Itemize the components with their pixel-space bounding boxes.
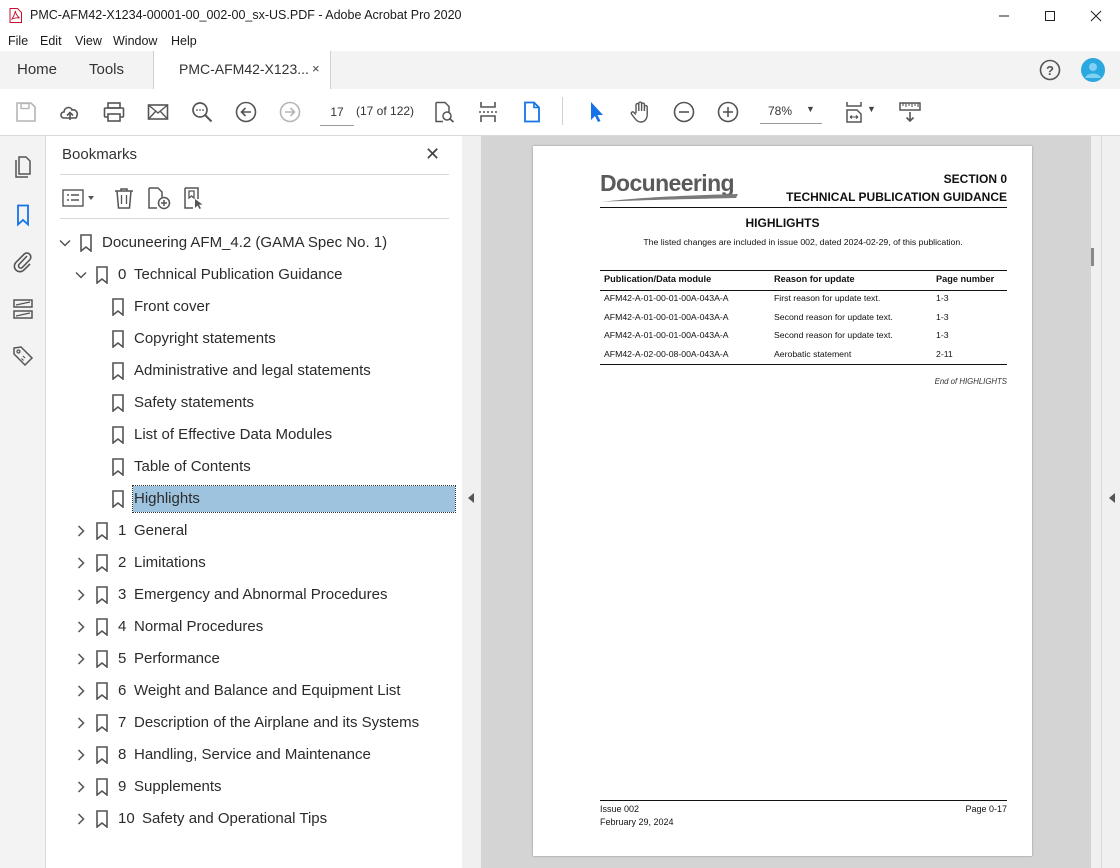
print-button[interactable] — [100, 98, 128, 126]
bookmark-section[interactable] — [54, 549, 456, 577]
expand-panel-icon — [1108, 492, 1116, 504]
select-tool-button[interactable] — [582, 98, 610, 126]
zoom-in-button[interactable] — [714, 98, 742, 126]
svg-text:?: ? — [1046, 63, 1054, 78]
bookmark-label: Highlights — [134, 490, 200, 507]
bookmark-icon — [96, 682, 108, 700]
page-display-button[interactable] — [840, 98, 868, 126]
bookmark-edit-icon — [182, 186, 208, 210]
options-list-icon — [62, 186, 98, 210]
layers-button[interactable] — [10, 296, 36, 322]
chevron-down-icon: ▼ — [806, 104, 815, 114]
tab-document[interactable] — [153, 51, 331, 89]
table-rule-top — [600, 270, 1007, 271]
bookmark-section[interactable] — [54, 613, 456, 641]
bookmark-section[interactable] — [54, 517, 456, 545]
table-cell: AFM42-A-01-00-01-00A-043A-A — [604, 311, 729, 322]
bookmarks-panel-button[interactable] — [10, 202, 36, 228]
section-number: SECTION 0 — [943, 172, 1007, 186]
table-rule-header — [600, 290, 1007, 291]
bookmark-item[interactable] — [54, 421, 456, 449]
bookmark-number: 7 — [118, 714, 127, 731]
arrow-up-circle-icon — [234, 100, 258, 124]
ruler-icon — [898, 100, 922, 124]
bookmarks-panel-title: Bookmarks — [62, 146, 138, 163]
chevron-right-icon[interactable] — [74, 780, 88, 794]
header-rule — [600, 207, 1007, 208]
bookmark-icon — [96, 810, 108, 828]
bookmark-icon — [112, 458, 124, 476]
menu-window[interactable]: Window — [113, 34, 158, 48]
company-logo: Docuneering — [600, 170, 734, 196]
bookmark-number: 5 — [118, 650, 127, 667]
chevron-right-icon[interactable] — [74, 556, 88, 570]
bookmark-label: Limitations — [134, 554, 206, 571]
print-icon — [102, 100, 126, 124]
bookmark-icon — [96, 714, 108, 732]
help-icon — [1038, 58, 1062, 82]
bookmark-icon — [96, 522, 108, 540]
chevron-down-icon[interactable] — [74, 268, 88, 282]
close-window-button[interactable] — [1073, 0, 1119, 31]
section-title: TECHNICAL PUBLICATION GUIDANCE — [786, 190, 1007, 204]
email-button[interactable] — [144, 98, 172, 126]
maximize-icon — [1044, 10, 1056, 22]
menu-bar — [0, 31, 1120, 51]
bookmark-label: Emergency and Abnormal Procedures — [134, 586, 388, 603]
bookmark-root[interactable] — [54, 229, 454, 257]
bookmark-icon — [96, 586, 108, 604]
chevron-right-icon[interactable] — [74, 588, 88, 602]
page-number-input[interactable] — [320, 99, 354, 126]
intro-text: The listed changes are included in issue 002, dated 2024-02-29, of this publication. — [643, 237, 963, 247]
tab-document-label: PMC-AFM42-X123... — [179, 61, 309, 77]
bookmark-section[interactable] — [54, 709, 456, 737]
page-thumbnails-icon — [11, 155, 35, 179]
menu-edit[interactable]: Edit — [40, 34, 62, 48]
bookmark-section[interactable] — [54, 773, 456, 801]
bookmark-number: 6 — [118, 682, 127, 699]
search-icon — [190, 100, 214, 124]
fit-page-button[interactable] — [474, 98, 502, 126]
bookmark-label: Copyright statements — [134, 330, 276, 347]
chevron-right-icon[interactable] — [74, 620, 88, 634]
divider — [60, 174, 449, 175]
bookmark-label: Safety and Operational Tips — [142, 810, 328, 827]
scroll-mode-icon — [476, 100, 500, 124]
end-note: End of HIGHLIGHTS — [934, 377, 1007, 386]
minimize-icon — [998, 10, 1010, 22]
chevron-right-icon[interactable] — [74, 524, 88, 538]
bookmark-label: Table of Contents — [134, 458, 251, 475]
cloud-upload-icon — [58, 100, 82, 124]
table-cell: 1-3 — [936, 293, 949, 303]
mail-icon — [146, 100, 170, 124]
layers-icon — [11, 297, 35, 321]
bookmark-icon — [96, 778, 108, 796]
next-page-button[interactable] — [276, 98, 304, 126]
delete-bookmark-button[interactable] — [112, 186, 136, 210]
page-heading: HIGHLIGHTS — [745, 216, 820, 230]
bookmark-icon — [112, 490, 124, 508]
chevron-right-icon[interactable] — [74, 716, 88, 730]
zoom-out-button[interactable] — [670, 98, 698, 126]
bookmark-number: 1 — [118, 522, 127, 539]
bookmark-number: 9 — [118, 778, 127, 795]
bookmark-label: Handling, Service and Maintenance — [134, 746, 371, 763]
bookmark-section[interactable] — [54, 581, 456, 609]
bookmark-icon — [96, 618, 108, 636]
bookmark-label: Performance — [134, 650, 220, 667]
table-cell: 2-11 — [936, 348, 953, 359]
page-count-label: (17 of 122) — [356, 104, 415, 118]
account-avatar[interactable] — [1080, 57, 1106, 83]
bookmark-label: Weight and Balance and Equipment List — [134, 682, 401, 699]
title-bar — [0, 0, 1120, 31]
bookmark-label: Front cover — [134, 298, 210, 315]
bookmark-icon — [96, 266, 108, 284]
bookmark-icon — [112, 330, 124, 348]
tab-tools[interactable]: Tools — [89, 61, 125, 78]
menu-file[interactable]: File — [8, 34, 29, 48]
footer-date: February 29, 2024 — [600, 817, 674, 827]
table-cell: AFM42-A-02-00-08-00A-043A-A — [604, 348, 729, 359]
bookmark-item[interactable] — [54, 389, 456, 417]
logo-swoosh — [600, 194, 740, 203]
bookmark-item[interactable] — [54, 293, 456, 321]
chevron-down-icon[interactable]: ▼ — [867, 104, 876, 114]
table-header: Publication/Data module — [604, 274, 712, 284]
zoom-value: 78% — [768, 104, 793, 118]
divider — [60, 218, 449, 219]
scrollbar-thumb[interactable] — [1091, 248, 1094, 266]
table-cell: 1-3 — [936, 330, 949, 340]
bookmark-label: Technical Publication Guidance — [134, 266, 343, 283]
chevron-right-icon[interactable] — [74, 684, 88, 698]
bookmark-label: Description of the Airplane and its Systems — [134, 714, 420, 731]
upload-cloud-button[interactable] — [56, 98, 84, 126]
single-page-view-button[interactable] — [518, 98, 546, 126]
bookmark-properties-button[interactable] — [182, 186, 208, 210]
save-icon — [14, 100, 38, 124]
measure-tool-button[interactable] — [896, 98, 924, 126]
tab-close-button[interactable]: × — [312, 61, 320, 76]
save-button[interactable] — [12, 98, 40, 126]
bookmark-section[interactable] — [54, 645, 456, 673]
collapse-panel-icon — [467, 492, 475, 504]
find-button[interactable] — [188, 98, 216, 126]
left-navigation-rail — [0, 136, 46, 868]
panel-splitter[interactable] — [462, 136, 481, 868]
bookmark-number: 8 — [118, 746, 127, 763]
vertical-scrollbar[interactable] — [1091, 136, 1101, 868]
table-cell: 1-3 — [936, 311, 949, 322]
bookmark-item[interactable] — [54, 453, 456, 481]
menu-view[interactable]: View — [75, 34, 102, 48]
table-cell: Aerobatic statement — [774, 348, 852, 359]
table-cell: Second reason for update text. — [774, 311, 893, 322]
table-cell: AFM42-A-01-00-01-00A-043A-A — [604, 293, 729, 303]
page-thumbnails-button[interactable] — [10, 154, 36, 180]
bookmark-icon — [112, 394, 124, 412]
new-bookmark-button[interactable] — [146, 186, 172, 210]
cursor-arrow-icon — [584, 100, 608, 124]
hand-icon — [628, 100, 652, 124]
footer-rule — [600, 800, 1007, 801]
right-panel-toggle[interactable] — [1101, 136, 1120, 868]
attachments-button[interactable] — [10, 248, 36, 274]
bookmark-icon — [96, 650, 108, 668]
bookmark-item[interactable] — [54, 485, 456, 513]
bookmark-label: Docuneering AFM_4.2 (GAMA Spec No. 1) — [102, 234, 388, 251]
search-document-button[interactable] — [430, 98, 458, 126]
bookmark-section[interactable] — [54, 805, 456, 833]
close-icon — [1090, 10, 1102, 22]
chevron-right-icon[interactable] — [74, 748, 88, 762]
footer-issue: Issue 002 — [600, 804, 640, 814]
table-header: Reason for update — [774, 274, 855, 284]
maximize-button[interactable] — [1027, 0, 1073, 31]
window-title: PMC-AFM42-X1234-00001-00_002-00_sx-US.PDF - Adobe Acrobat Pro 2020 — [30, 8, 462, 22]
bookmark-label: Safety statements — [134, 394, 255, 411]
paperclip-icon — [11, 249, 35, 273]
bookmark-icon — [112, 362, 124, 380]
bookmark-icon — [11, 203, 35, 227]
bookmark-label: Administrative and legal statements — [134, 362, 371, 379]
bookmark-number: 3 — [118, 586, 127, 603]
table-header: Page number — [936, 274, 995, 284]
bookmark-icon — [80, 234, 92, 252]
bookmark-label: General — [134, 522, 188, 539]
trash-icon — [112, 186, 136, 210]
bookmark-number: 4 — [118, 618, 127, 635]
bookmark-icon — [112, 426, 124, 444]
hand-tool-button[interactable] — [626, 98, 654, 126]
tag-icon — [11, 344, 35, 368]
document-search-icon — [432, 100, 456, 124]
bookmark-number: 2 — [118, 554, 127, 571]
table-cell: AFM42-A-01-00-01-00A-043A-A — [604, 330, 729, 340]
bookmark-icon — [112, 298, 124, 316]
help-button[interactable] — [1038, 58, 1062, 82]
page-fit-icon — [842, 100, 866, 124]
bookmark-item[interactable] — [54, 325, 456, 353]
bookmark-item[interactable] — [54, 357, 456, 385]
arrow-down-circle-icon — [278, 100, 302, 124]
bookmark-label: List of Effective Data Modules — [134, 426, 333, 443]
bookmark-icon — [96, 746, 108, 764]
bookmark-icon — [96, 554, 108, 572]
bookmark-number: 0 — [118, 266, 127, 283]
zoom-out-icon — [672, 100, 696, 124]
pdf-file-icon — [9, 8, 22, 23]
bookmark-options-button[interactable] — [62, 186, 98, 210]
zoom-in-icon — [716, 100, 740, 124]
page-view-icon — [520, 100, 544, 124]
minimize-button[interactable] — [981, 0, 1027, 31]
previous-page-button[interactable] — [232, 98, 260, 126]
bookmark-number: 10 — [118, 810, 135, 827]
bookmarks-close-button[interactable]: ✕ — [425, 144, 441, 164]
chevron-right-icon[interactable] — [74, 812, 88, 826]
toolbar-separator — [562, 97, 563, 125]
chevron-down-icon — [58, 236, 72, 250]
bookmark-label: Normal Procedures — [134, 618, 264, 635]
tags-button[interactable] — [10, 343, 36, 369]
bookmark-section[interactable] — [54, 677, 456, 705]
chevron-right-icon[interactable] — [74, 652, 88, 666]
table-rule-bottom — [600, 364, 1007, 365]
table-cell: First reason for update text. — [774, 293, 881, 303]
bookmark-section[interactable] — [54, 741, 456, 769]
avatar-icon — [1080, 57, 1106, 83]
add-bookmark-icon — [146, 186, 172, 210]
tab-home[interactable]: Home — [17, 61, 58, 78]
footer-page-number: Page 0-17 — [965, 804, 1007, 814]
table-cell: Second reason for update text. — [774, 330, 893, 340]
bookmark-label: Supplements — [134, 778, 222, 795]
bookmark-section[interactable] — [54, 261, 456, 289]
menu-help[interactable]: Help — [171, 34, 197, 48]
pdf-page — [533, 146, 1032, 856]
